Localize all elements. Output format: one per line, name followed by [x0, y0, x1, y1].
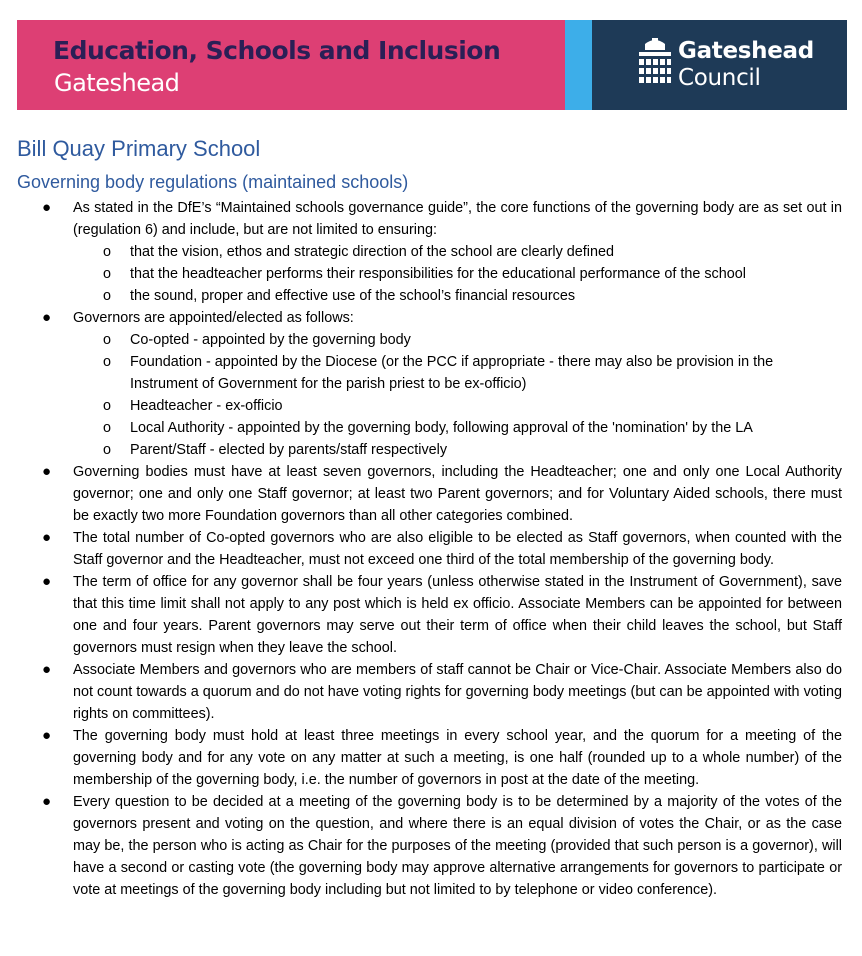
- banner-subtitle: Gateshead: [54, 69, 180, 97]
- regulation-item: [17, 659, 842, 725]
- banner-title: Education, Schools and Inclusion: [53, 36, 501, 65]
- sub-bullet-circle-icon: o: [103, 398, 112, 414]
- bullet-dot-icon: ●: [42, 529, 52, 546]
- regulation-subitem: [73, 395, 842, 417]
- regulation-text: The total number of Co-opted governors who are also eligible to be elected as Staff governors, when counted with the Staff governor and the Headteacher, must not exceed one third of the total membership of the governing body.: [73, 530, 842, 568]
- sub-bullet-circle-icon: o: [103, 332, 112, 348]
- section-heading: Governing body regulations (maintained schools): [17, 172, 409, 192]
- regulation-subitem: [73, 351, 842, 395]
- regulation-subitem: [73, 417, 842, 439]
- regulation-sublist: [73, 329, 842, 461]
- regulation-subitem-text: Co-opted - appointed by the governing body: [130, 332, 411, 348]
- bullet-dot-icon: ●: [42, 727, 52, 744]
- bullet-dot-icon: ●: [42, 199, 52, 216]
- sub-bullet-circle-icon: o: [103, 354, 112, 370]
- regulation-text: As stated in the DfE’s “Maintained schools governance guide”, the core functions of the governing body are as set out in (regulation 6) and include, but are not limited to ensuring:: [73, 200, 842, 238]
- regulation-sublist: [73, 241, 842, 307]
- council-name-line1: Gateshead: [678, 38, 814, 64]
- bullet-dot-icon: ●: [42, 661, 52, 678]
- regulations-content: [17, 197, 842, 901]
- regulation-text: Associate Members and governors who are members of staff cannot be Chair or Vice-Chair. Associate Members also do not count towards a quorum and do not have voting rights for governing body meetings (but can be appointed with voting rights on committees).: [73, 662, 842, 722]
- regulation-subitem: [73, 329, 842, 351]
- regulation-subitem-text: the sound, proper and effective use of the school’s financial resources: [130, 288, 576, 304]
- regulation-item: [17, 791, 842, 901]
- regulation-subitem: [73, 285, 842, 307]
- regulation-item: [17, 571, 842, 659]
- sub-bullet-circle-icon: o: [103, 266, 112, 282]
- regulation-subitem-text: Parent/Staff - elected by parents/staff respectively: [130, 442, 448, 458]
- regulation-item: [17, 461, 842, 527]
- regulation-text: Governors are appointed/elected as follows:: [73, 310, 354, 326]
- regulation-subitem-text: Local Authority - appointed by the governing body, following approval of the 'nomination' by the LA: [130, 420, 753, 436]
- school-name: Bill Quay Primary School: [17, 136, 261, 161]
- regulation-subitem-text: Headteacher - ex-officio: [130, 398, 283, 414]
- regulation-subitem: [73, 263, 842, 285]
- sub-bullet-circle-icon: o: [103, 288, 112, 304]
- regulation-subitem-text: that the vision, ethos and strategic direction of the school are clearly defined: [130, 244, 614, 260]
- bullet-dot-icon: ●: [42, 463, 52, 480]
- regulation-item: [17, 307, 842, 461]
- banner-blue-stripe: [565, 20, 592, 110]
- sub-bullet-circle-icon: o: [103, 420, 112, 436]
- regulation-text: Every question to be decided at a meeting of the governing body is to be determined by a majority of the votes of the governors present and voting on the question, and where there is an equal division of votes the Chair, or as the case may be, the person who is acting as Chair for the purposes of the meeting (provided that such person is a governor), will have a second or casting vote (the governing body may approve alternative arrangements for governors to participate or vote at meetings of the governing body including but not limited to by telephone or video conference).: [73, 794, 842, 898]
- regulation-text: Governing bodies must have at least seven governors, including the Headteacher; one and only one Local Authority governor; one and only one Staff governor; at least two Parent governors; and for Voluntary Aided schools, there must be exactly two more Foundation governors than all other categories combined.: [73, 464, 842, 524]
- regulation-text: The governing body must hold at least three meetings in every school year, and the quorum for a meeting of the governing body and for any vote on any matter at such a meeting, is one half (rounded up to a whole number) of the membership of the governing body, i.e. the number of governors in post at the date of the meeting.: [73, 728, 842, 788]
- regulations-list: [17, 197, 842, 901]
- bullet-dot-icon: ●: [42, 573, 52, 590]
- regulation-subitem: [73, 241, 842, 263]
- regulation-item: [17, 197, 842, 307]
- regulation-item: [17, 725, 842, 791]
- header-banner: [17, 20, 847, 110]
- regulation-item: [17, 527, 842, 571]
- council-name-line2: Council: [678, 65, 761, 91]
- regulation-subitem-text: Foundation - appointed by the Diocese (or the PCC if appropriate - there may also be provision in the Instrument of Government for the parish priest to be ex-officio): [130, 354, 774, 392]
- sub-bullet-circle-icon: o: [103, 442, 112, 458]
- council-building-icon: [637, 38, 673, 90]
- bullet-dot-icon: ●: [42, 793, 52, 810]
- regulation-subitem: [73, 439, 842, 461]
- regulation-text: The term of office for any governor shall be four years (unless otherwise stated in the Instrument of Government), save that this time limit shall not apply to any post which is held ex officio. Associate Members can be appointed for between one and four years. Parent governors may serve out their term of office when their child leaves the school, but Staff governors must resign when they leave the school.: [73, 574, 842, 656]
- bullet-dot-icon: ●: [42, 309, 52, 326]
- sub-bullet-circle-icon: o: [103, 244, 112, 260]
- regulation-subitem-text: that the headteacher performs their responsibilities for the educational performance of the school: [130, 266, 746, 282]
